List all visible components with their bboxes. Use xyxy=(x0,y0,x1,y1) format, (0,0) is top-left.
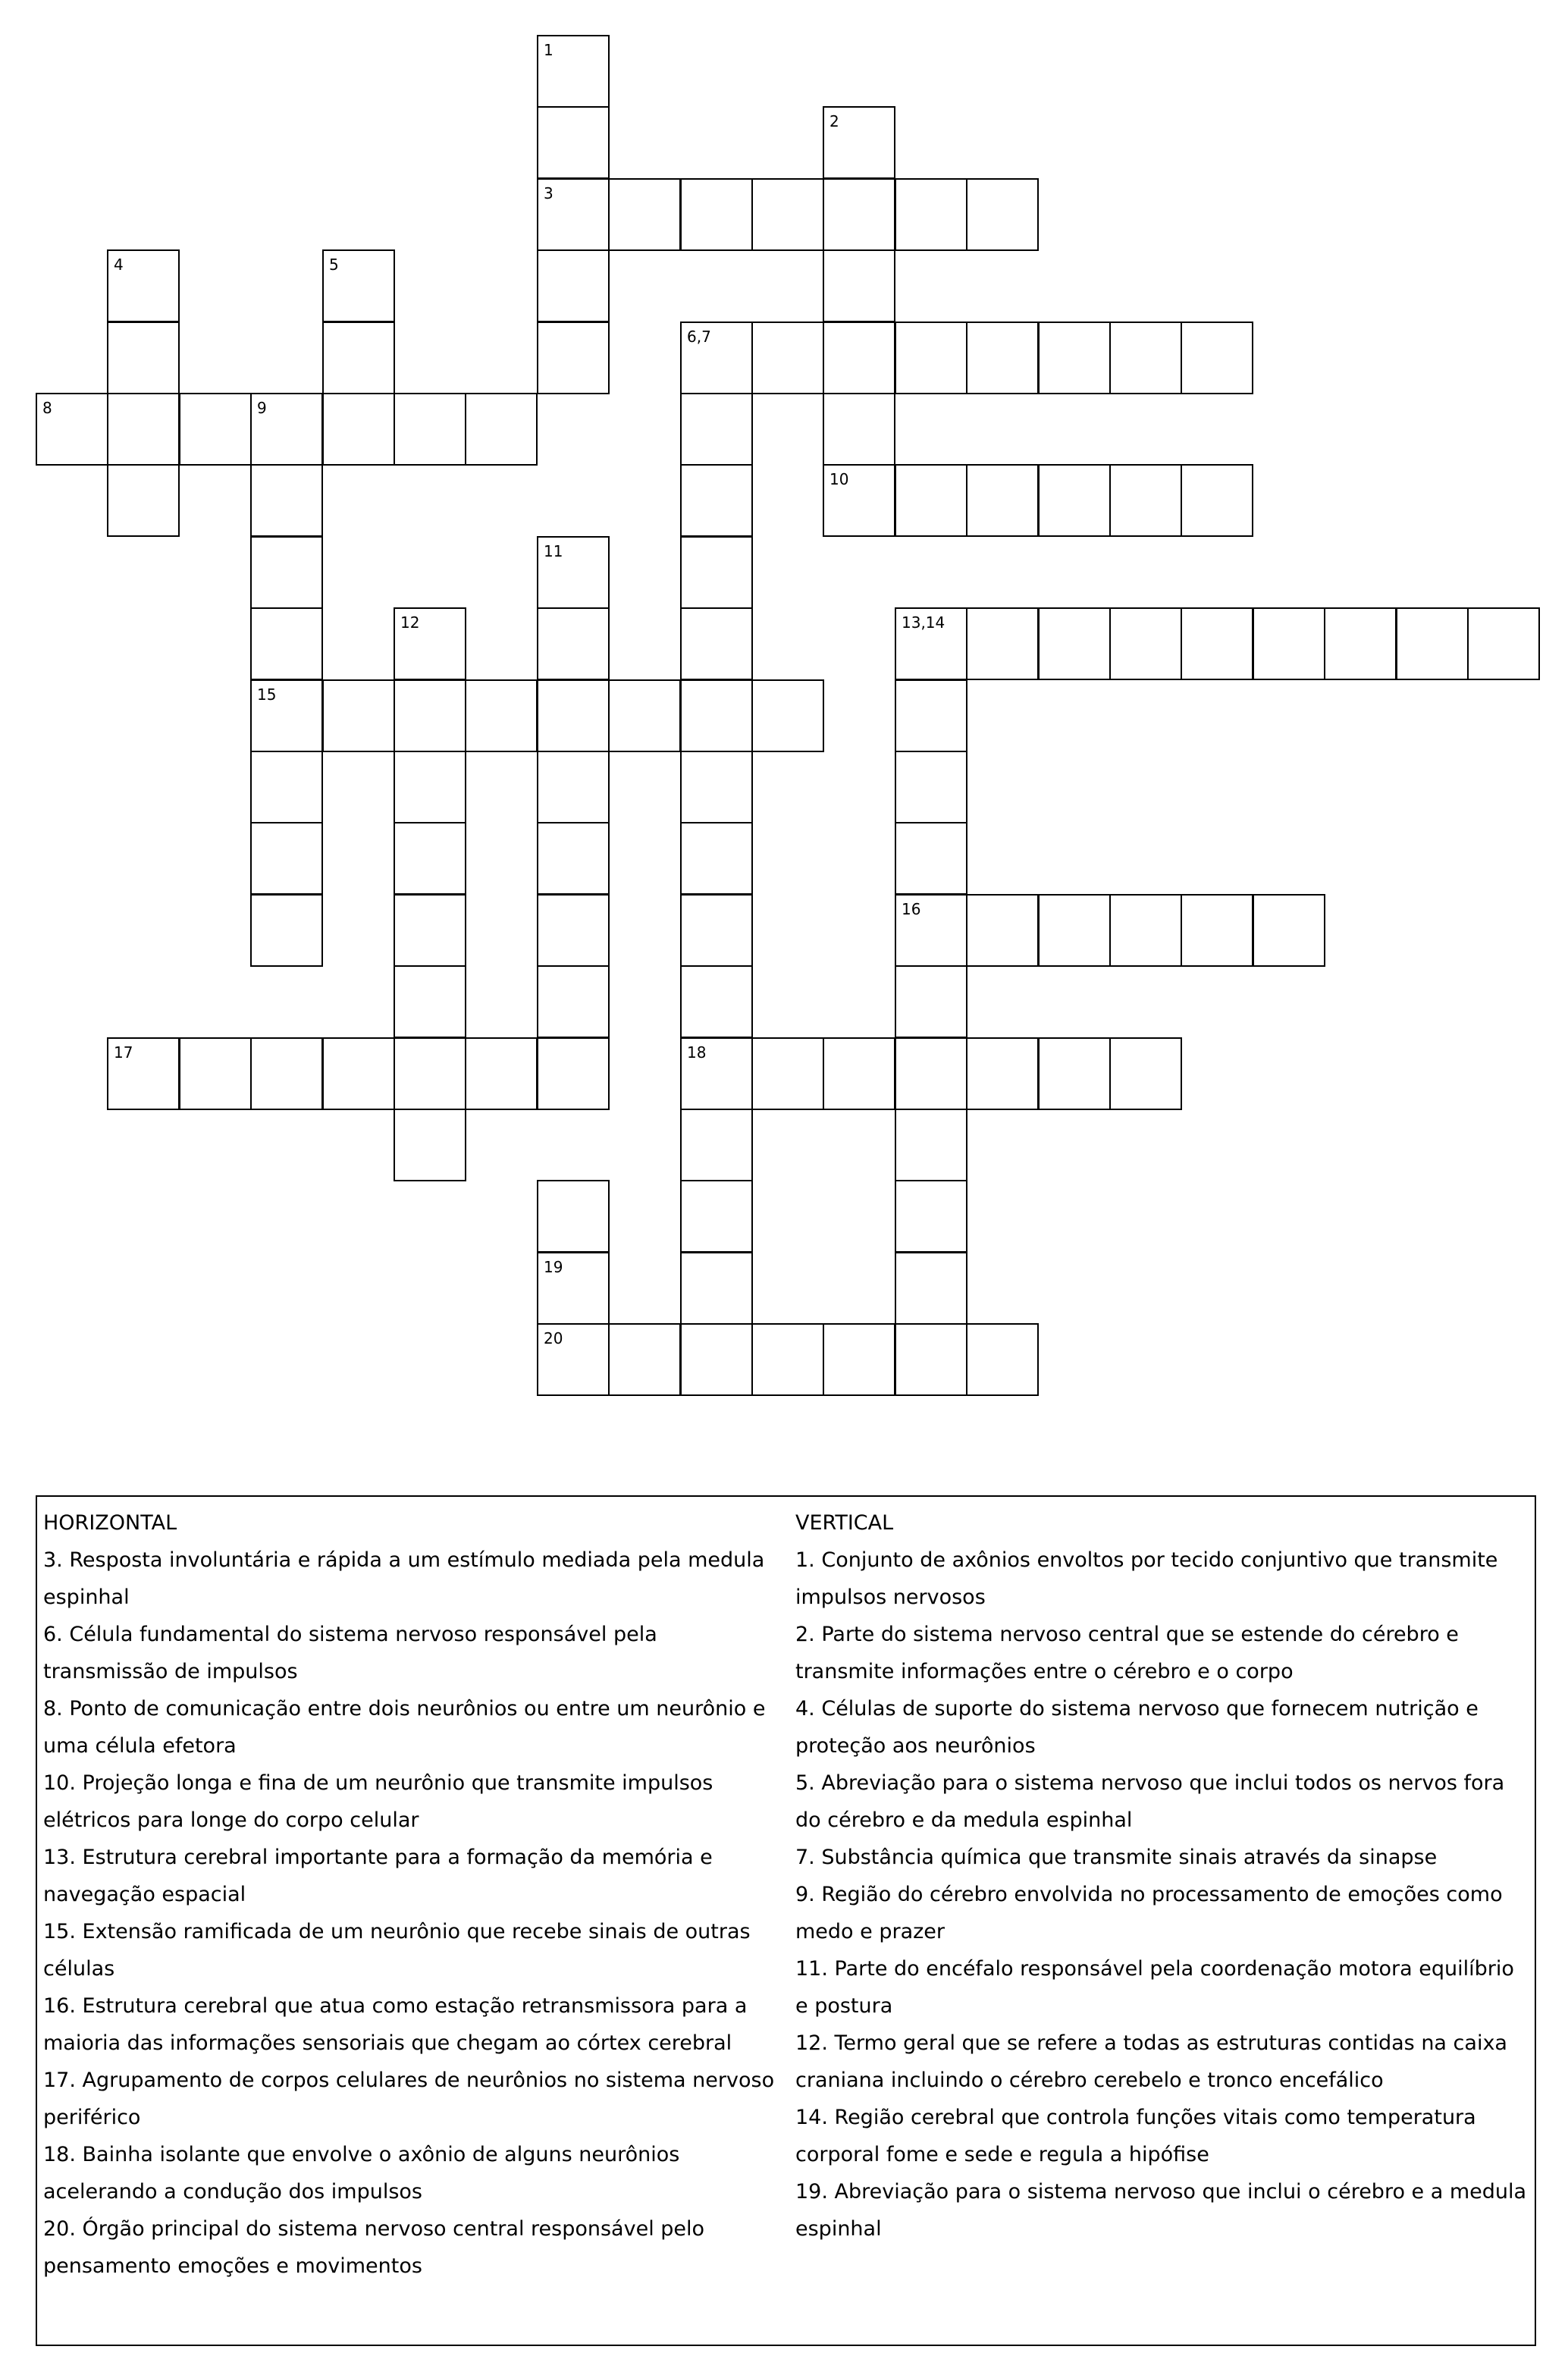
clue-number: 20 xyxy=(544,1329,563,1347)
grid-cell[interactable] xyxy=(966,178,1039,251)
grid-cell[interactable] xyxy=(394,822,466,895)
grid-cell[interactable] xyxy=(680,965,753,1038)
grid-cell[interactable] xyxy=(179,393,252,466)
grid-cell[interactable] xyxy=(966,894,1039,967)
grid-cell[interactable] xyxy=(680,1323,753,1396)
grid-cell[interactable] xyxy=(1038,464,1111,537)
grid-cell[interactable] xyxy=(537,249,610,322)
grid-cell[interactable] xyxy=(537,894,610,967)
grid-cell[interactable] xyxy=(1109,464,1182,537)
clue-number: 4 xyxy=(114,256,124,274)
clue-number: 16 xyxy=(902,900,921,918)
grid-cell[interactable] xyxy=(895,1109,967,1181)
grid-cell[interactable] xyxy=(680,322,753,394)
grid-cell[interactable] xyxy=(680,1037,753,1110)
grid-cell[interactable] xyxy=(823,1037,895,1110)
grid-cell[interactable] xyxy=(966,322,1039,394)
grid-cell[interactable] xyxy=(179,1037,252,1110)
horizontal-clue: 13. Estrutura cerebral importante para a formação da memória e navegação espacial xyxy=(43,1846,713,1906)
vertical-clue: 7. Substância química que transmite sinais através da sinapse xyxy=(795,1846,1438,1869)
grid-cell[interactable] xyxy=(1038,894,1111,967)
clue-number: 2 xyxy=(829,112,839,130)
grid-cell[interactable] xyxy=(250,607,323,680)
grid-cell[interactable] xyxy=(1038,1037,1111,1110)
grid-cell[interactable] xyxy=(680,464,753,537)
grid-cell[interactable] xyxy=(537,679,610,752)
grid-cell[interactable] xyxy=(751,1323,824,1396)
horizontal-clues xyxy=(43,1504,786,2285)
grid-cell[interactable] xyxy=(1253,894,1325,967)
grid-cell[interactable] xyxy=(1467,607,1540,680)
grid-cell[interactable] xyxy=(1109,607,1182,680)
grid-cell[interactable] xyxy=(537,35,610,108)
grid-cell[interactable] xyxy=(823,393,895,466)
clue-number: 17 xyxy=(114,1043,133,1062)
grid-cell[interactable] xyxy=(895,751,967,823)
grid-cell[interactable] xyxy=(680,393,753,466)
grid-cell[interactable] xyxy=(322,322,395,394)
grid-cell[interactable] xyxy=(1181,607,1253,680)
grid-cell[interactable] xyxy=(465,393,538,466)
grid-cell[interactable] xyxy=(608,178,681,251)
grid-cell[interactable] xyxy=(823,249,895,322)
grid-cell[interactable] xyxy=(966,607,1039,680)
grid-cell[interactable] xyxy=(966,1323,1039,1396)
grid-cell[interactable] xyxy=(751,178,824,251)
grid-cell[interactable] xyxy=(895,322,967,394)
grid-cell[interactable] xyxy=(895,1037,967,1110)
grid-cell[interactable] xyxy=(751,679,824,752)
grid-cell[interactable] xyxy=(1324,607,1397,680)
grid-cell[interactable] xyxy=(895,822,967,895)
clue-number: 5 xyxy=(329,256,339,274)
vertical-clue: 11. Parte do encéfalo responsável pela coordenação motora equilíbrio e postura xyxy=(795,1957,1514,2018)
clue-number: 8 xyxy=(42,399,52,417)
grid-cell[interactable] xyxy=(895,965,967,1038)
grid-cell[interactable] xyxy=(465,1037,538,1110)
grid-cell[interactable] xyxy=(1253,607,1325,680)
clue-number: 11 xyxy=(544,542,563,560)
grid-cell[interactable] xyxy=(107,393,180,466)
grid-cell[interactable] xyxy=(895,1252,967,1325)
grid-cell[interactable] xyxy=(751,322,824,394)
clue-number: 18 xyxy=(687,1043,707,1062)
clue-number: 15 xyxy=(257,685,277,704)
grid-cell[interactable] xyxy=(823,322,895,394)
grid-cell[interactable] xyxy=(537,178,610,251)
grid-cell[interactable] xyxy=(250,464,323,537)
grid-cell[interactable] xyxy=(394,679,466,752)
grid-cell[interactable] xyxy=(1396,607,1469,680)
grid-cell[interactable] xyxy=(895,894,967,967)
grid-cell[interactable] xyxy=(680,1180,753,1253)
horizontal-clue: 8. Ponto de comunicação entre dois neurônios ou entre um neurônio e uma célula efetora xyxy=(43,1697,766,1758)
grid-cell[interactable] xyxy=(680,178,753,251)
grid-cell[interactable] xyxy=(823,464,895,537)
grid-cell[interactable] xyxy=(250,751,323,823)
grid-cell[interactable] xyxy=(1109,894,1182,967)
grid-cell[interactable] xyxy=(250,1037,323,1110)
clues-box xyxy=(36,1495,1536,2346)
grid-cell[interactable] xyxy=(895,679,967,752)
grid-cell[interactable] xyxy=(537,106,610,179)
grid-cell[interactable] xyxy=(680,751,753,823)
grid-cell[interactable] xyxy=(322,1037,395,1110)
grid-cell[interactable] xyxy=(680,1252,753,1325)
clue-number: 1 xyxy=(544,41,554,59)
grid-cell[interactable] xyxy=(394,894,466,967)
grid-cell[interactable] xyxy=(36,393,108,466)
grid-cell[interactable] xyxy=(107,1037,180,1110)
clue-number: 12 xyxy=(400,613,420,632)
grid-cell[interactable] xyxy=(895,1323,967,1396)
grid-cell[interactable] xyxy=(1038,607,1111,680)
grid-cell[interactable] xyxy=(394,607,466,680)
grid-cell[interactable] xyxy=(680,894,753,967)
grid-cell[interactable] xyxy=(823,178,895,251)
grid-cell[interactable] xyxy=(823,106,895,179)
vertical-clue: 19. Abreviação para o sistema nervoso que inclui o cérebro e a medula espinhal xyxy=(795,2180,1527,2241)
vertical-clue: 2. Parte do sistema nervoso central que se estende do cérebro e transmite informações entre o cérebro e o corpo xyxy=(795,1623,1459,1683)
grid-cell[interactable] xyxy=(107,464,180,537)
horizontal-clue: 6. Célula fundamental do sistema nervoso responsável pela transmissão de impulsos xyxy=(43,1623,657,1683)
grid-cell[interactable] xyxy=(966,1037,1039,1110)
grid-cell[interactable] xyxy=(895,1180,967,1253)
horizontal-clue: 17. Agrupamento de corpos celulares de neurônios no sistema nervoso periférico xyxy=(43,2069,775,2129)
grid-cell[interactable] xyxy=(680,679,753,752)
clue-number: 19 xyxy=(544,1258,563,1276)
vertical-clue: 4. Células de suporte do sistema nervoso que fornecem nutrição e proteção aos neurônios xyxy=(795,1697,1479,1758)
horizontal-heading: HORIZONTAL xyxy=(43,1511,177,1535)
grid-cell[interactable] xyxy=(537,1323,610,1396)
grid-cell[interactable] xyxy=(680,822,753,895)
grid-cell[interactable] xyxy=(537,1180,610,1253)
grid-cell[interactable] xyxy=(537,1037,610,1110)
grid-cell[interactable] xyxy=(537,965,610,1038)
grid-cell[interactable] xyxy=(680,607,753,680)
clue-number: 9 xyxy=(257,399,267,417)
grid-cell[interactable] xyxy=(322,249,395,322)
horizontal-clue: 20. Órgão principal do sistema nervoso central responsável pelo pensamento emoções e movimentos xyxy=(43,2217,705,2278)
vertical-clue: 5. Abreviação para o sistema nervoso que inclui todos os nervos fora do cérebro e da medula espinhal xyxy=(795,1771,1505,1832)
grid-cell[interactable] xyxy=(250,393,323,466)
grid-cell[interactable] xyxy=(322,393,395,466)
grid-cell[interactable] xyxy=(107,249,180,322)
grid-cell[interactable] xyxy=(394,751,466,823)
grid-cell[interactable] xyxy=(680,536,753,609)
grid-cell[interactable] xyxy=(1038,322,1111,394)
grid-cell[interactable] xyxy=(250,679,323,752)
grid-cell[interactable] xyxy=(537,822,610,895)
grid-cell[interactable] xyxy=(537,607,610,680)
grid-cell[interactable] xyxy=(537,751,610,823)
grid-cell[interactable] xyxy=(1181,464,1253,537)
grid-cell[interactable] xyxy=(250,822,323,895)
grid-cell[interactable] xyxy=(322,679,395,752)
grid-cell[interactable] xyxy=(608,679,681,752)
grid-cell[interactable] xyxy=(537,536,610,609)
grid-cell[interactable] xyxy=(823,1323,895,1396)
clue-number: 6,7 xyxy=(687,328,711,346)
grid-cell[interactable] xyxy=(608,1323,681,1396)
grid-cell[interactable] xyxy=(250,536,323,609)
grid-cell[interactable] xyxy=(895,178,967,251)
horizontal-clue: 10. Projeção longa e fina de um neurônio que transmite impulsos elétricos para longe do corpo celular xyxy=(43,1771,713,1832)
grid-cell[interactable] xyxy=(537,1252,610,1325)
grid-cell[interactable] xyxy=(465,679,538,752)
grid-cell[interactable] xyxy=(250,894,323,967)
grid-cell[interactable] xyxy=(680,1109,753,1181)
clue-number: 3 xyxy=(544,184,554,202)
grid-cell[interactable] xyxy=(1181,894,1253,967)
grid-cell[interactable] xyxy=(1109,1037,1182,1110)
grid-cell[interactable] xyxy=(1181,322,1253,394)
grid-cell[interactable] xyxy=(107,322,180,394)
horizontal-clue: 3. Resposta involuntária e rápida a um estímulo mediada pela medula espinhal xyxy=(43,1548,765,1609)
grid-cell[interactable] xyxy=(537,322,610,394)
grid-cell[interactable] xyxy=(966,464,1039,537)
grid-cell[interactable] xyxy=(751,1037,824,1110)
horizontal-clue: 16. Estrutura cerebral que atua como estação retransmissora para a maioria das informações sensoriais que chegam ao córtex cerebral xyxy=(43,1994,748,2055)
grid-cell[interactable] xyxy=(394,393,466,466)
grid-cell[interactable] xyxy=(1109,322,1182,394)
vertical-clues xyxy=(795,1504,1531,2248)
vertical-clue: 9. Região do cérebro envolvida no processamento de emoções como medo e prazer xyxy=(795,1883,1503,1943)
vertical-heading: VERTICAL xyxy=(795,1511,894,1535)
grid-cell[interactable] xyxy=(394,1109,466,1181)
grid-cell[interactable] xyxy=(895,464,967,537)
vertical-clue: 12. Termo geral que se refere a todas as estruturas contidas na caixa craniana incluindo o cérebro cerebelo e tronco encefálico xyxy=(795,2031,1507,2092)
grid-cell[interactable] xyxy=(394,965,466,1038)
horizontal-clue: 15. Extensão ramificada de um neurônio que recebe sinais de outras células xyxy=(43,1920,751,1981)
clue-number: 10 xyxy=(829,470,849,488)
clue-number: 13,14 xyxy=(902,613,946,632)
vertical-clue: 14. Região cerebral que controla funções vitais como temperatura corporal fome e sede e regula a hipófise xyxy=(795,2106,1476,2166)
grid-cell[interactable] xyxy=(394,1037,466,1110)
vertical-clue: 1. Conjunto de axônios envoltos por tecido conjuntivo que transmite impulsos nervosos xyxy=(795,1548,1498,1609)
grid-cell[interactable] xyxy=(895,607,967,680)
horizontal-clue: 18. Bainha isolante que envolve o axônio de alguns neurônios acelerando a condução dos impulsos xyxy=(43,2143,680,2204)
